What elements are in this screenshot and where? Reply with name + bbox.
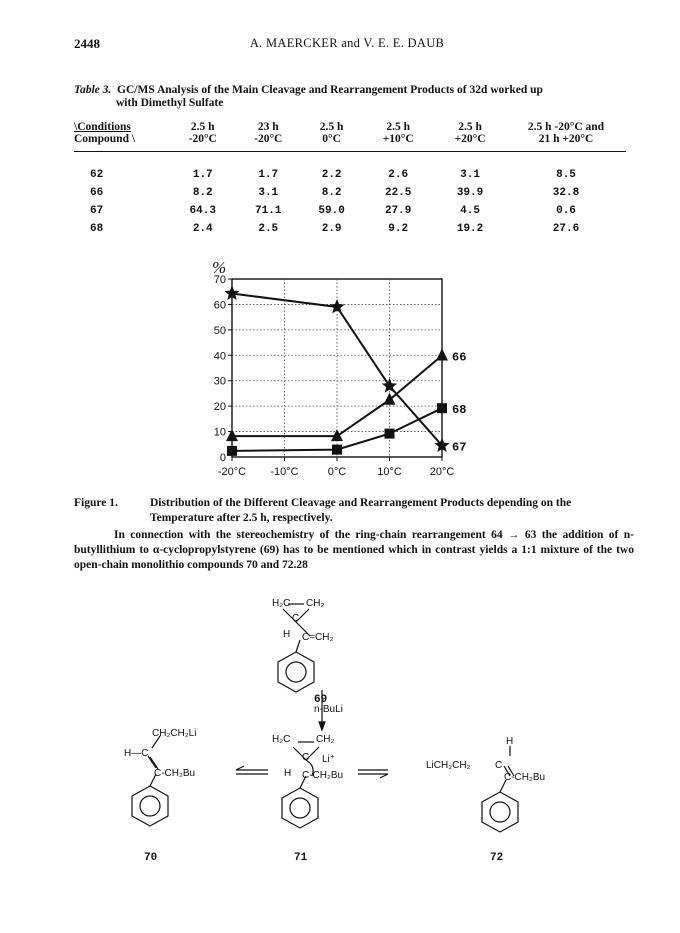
compound-cell: 62 xyxy=(90,169,104,181)
h-c-label: H—C xyxy=(124,748,149,759)
series-label-67: 67 xyxy=(452,440,467,455)
y-tick-label: 10 xyxy=(213,426,226,439)
value-cell: 59.0 xyxy=(318,205,345,217)
equilibrium-arrow-right xyxy=(358,770,388,778)
value-cell: 71.1 xyxy=(255,205,282,217)
x-tick-label: 20°C xyxy=(429,466,455,478)
x-tick-label: -20°C xyxy=(217,466,247,478)
table-header-row xyxy=(74,121,626,152)
c-label: C xyxy=(302,752,310,763)
value-cell: 39.9 xyxy=(456,187,484,199)
c-eq-ch2-label: C=CH₂ xyxy=(302,632,334,643)
li-plus-label: Li⁺ xyxy=(322,754,336,765)
ch2ch2li-label: CH₂CH₂Li xyxy=(152,728,197,739)
value-cell: 22.5 xyxy=(384,187,412,199)
column-header: 2.5 h +10°C xyxy=(362,121,434,152)
y-tick-label: 20 xyxy=(213,401,226,414)
table-caption-line2: with Dimethyl Sulfate xyxy=(116,97,224,109)
table-caption xyxy=(74,84,634,110)
value-cell: 27.6 xyxy=(552,223,580,235)
y-tick-label: 30 xyxy=(213,375,226,388)
data-point-68 xyxy=(385,429,395,439)
value-cell: 3.1 xyxy=(258,187,279,199)
corner-header xyxy=(74,121,170,152)
compound-number-72: 72 xyxy=(490,852,504,864)
c-label: C xyxy=(292,613,300,624)
c-ch2bu-label: C-CH₂Bu xyxy=(504,772,546,783)
x-tick-label: -10°C xyxy=(270,466,299,478)
compound-number-69: 69 xyxy=(314,694,328,706)
data-point-66 xyxy=(384,393,396,405)
ch2-label: CH₂ xyxy=(306,598,325,609)
data-point-68 xyxy=(437,403,447,413)
running-title: A. MAERCKER and V. E. E. DAUB xyxy=(249,36,445,50)
value-cell: 1.7 xyxy=(192,169,213,181)
series-label-68: 68 xyxy=(452,403,467,418)
table-caption-line1: GC/MS Analysis of the Main Cleavage and Rearrangement Products of 32d worked up xyxy=(117,84,543,96)
value-cell: 19.2 xyxy=(456,223,484,235)
compound-number-71: 71 xyxy=(294,852,308,864)
compound-71-structure xyxy=(282,742,319,828)
h-label: H xyxy=(284,768,292,779)
value-cell: 3.1 xyxy=(460,169,480,181)
value-cell: 2.9 xyxy=(321,223,342,235)
value-cell: 0.6 xyxy=(556,205,576,217)
table-row xyxy=(74,202,626,220)
data-point-68 xyxy=(227,446,237,456)
arrow-head xyxy=(319,722,325,730)
y-axis-label: % xyxy=(212,258,227,277)
value-cell: 2.4 xyxy=(192,223,213,235)
value-cell: 27.9 xyxy=(384,205,412,217)
c-ch2bu-label: C-CH₂Bu xyxy=(302,770,344,781)
table-label: Table 3. xyxy=(74,84,112,96)
conditions-label: \Conditions xyxy=(74,121,131,133)
column-header: 2.5 h -20°C and 21 h +20°C xyxy=(506,121,626,152)
value-cell: 2.2 xyxy=(321,169,342,181)
value-cell: 9.2 xyxy=(388,223,409,235)
value-cell: 8.2 xyxy=(192,187,213,199)
y-tick-label: 50 xyxy=(213,324,226,337)
c-ch2bu-label: C-CH₂Bu xyxy=(154,768,196,779)
column-header: 2.5 h +20°C xyxy=(434,121,506,152)
figure-label: Figure 1. xyxy=(74,497,118,509)
value-cell: 1.7 xyxy=(258,169,279,181)
compound-label: Compound \ xyxy=(74,133,136,145)
y-tick-label: 40 xyxy=(213,350,226,363)
h2c-label: H₂C xyxy=(272,734,291,745)
compound-cell: 67 xyxy=(90,205,104,217)
value-cell: 32.8 xyxy=(552,187,580,199)
table-row xyxy=(74,220,626,238)
reaction-scheme xyxy=(0,590,680,930)
results-table xyxy=(74,121,626,238)
data-point-66 xyxy=(436,349,448,361)
column-header: 2.5 h -20°C xyxy=(170,121,236,152)
equilibrium-arrow-left xyxy=(236,766,268,774)
lich2ch2-label: LiCH₂CH₂ xyxy=(426,760,471,771)
data-point-66 xyxy=(226,429,238,441)
c-label: C xyxy=(495,760,503,771)
body-paragraph: In connection with the stereochemistry of the ring-chain rearrangement 64 → 63 the addition of n-butyllithium to α-cyclopropylstyrene (69) has to be mentioned which in contrast yields a 1:1 mixture of the two open-chain monolithio compounds 70 and 72.28 xyxy=(74,529,634,571)
value-cell: 8.5 xyxy=(556,169,576,181)
ch2-label: CH₂ xyxy=(316,734,335,745)
value-cell: 64.3 xyxy=(189,205,216,217)
y-tick-label: 0 xyxy=(219,452,226,464)
figure-caption-line1: Distribution of the Different Cleavage and Rearrangement Products depending on the xyxy=(150,497,572,509)
column-header: 23 h -20°C xyxy=(236,121,302,152)
value-cell: 2.5 xyxy=(258,223,279,235)
temperature-distribution-chart xyxy=(196,255,496,491)
running-header xyxy=(74,36,620,52)
series-label-66: 66 xyxy=(452,350,467,365)
value-cell: 2.6 xyxy=(388,169,409,181)
compound-number-70: 70 xyxy=(144,852,158,864)
compound-72-structure xyxy=(482,746,518,832)
y-tick-label: 70 xyxy=(213,274,226,286)
compound-cell: 66 xyxy=(90,187,104,199)
x-tick-label: 0°C xyxy=(327,466,347,478)
page-number: 2448 xyxy=(74,36,100,51)
column-header: 2.5 h 0°C xyxy=(301,121,362,152)
data-point-67 xyxy=(382,378,397,392)
compound-cell: 68 xyxy=(90,223,104,235)
value-cell: 8.2 xyxy=(321,187,342,199)
table-row xyxy=(74,152,626,185)
data-point-66 xyxy=(331,429,343,441)
figure-caption-line2: Temperature after 2.5 h, respectively. xyxy=(150,512,333,524)
h2c-label: H₂C xyxy=(272,598,291,609)
table-row xyxy=(74,184,626,202)
reagent-label: n-BuLi xyxy=(314,704,343,715)
data-point-68 xyxy=(332,445,342,455)
value-cell: 4.5 xyxy=(460,205,480,217)
h-label: H xyxy=(283,629,291,640)
h-label: H xyxy=(506,736,514,747)
y-tick-label: 60 xyxy=(213,299,226,312)
figure-caption xyxy=(74,496,634,526)
x-tick-label: 10°C xyxy=(377,466,402,478)
